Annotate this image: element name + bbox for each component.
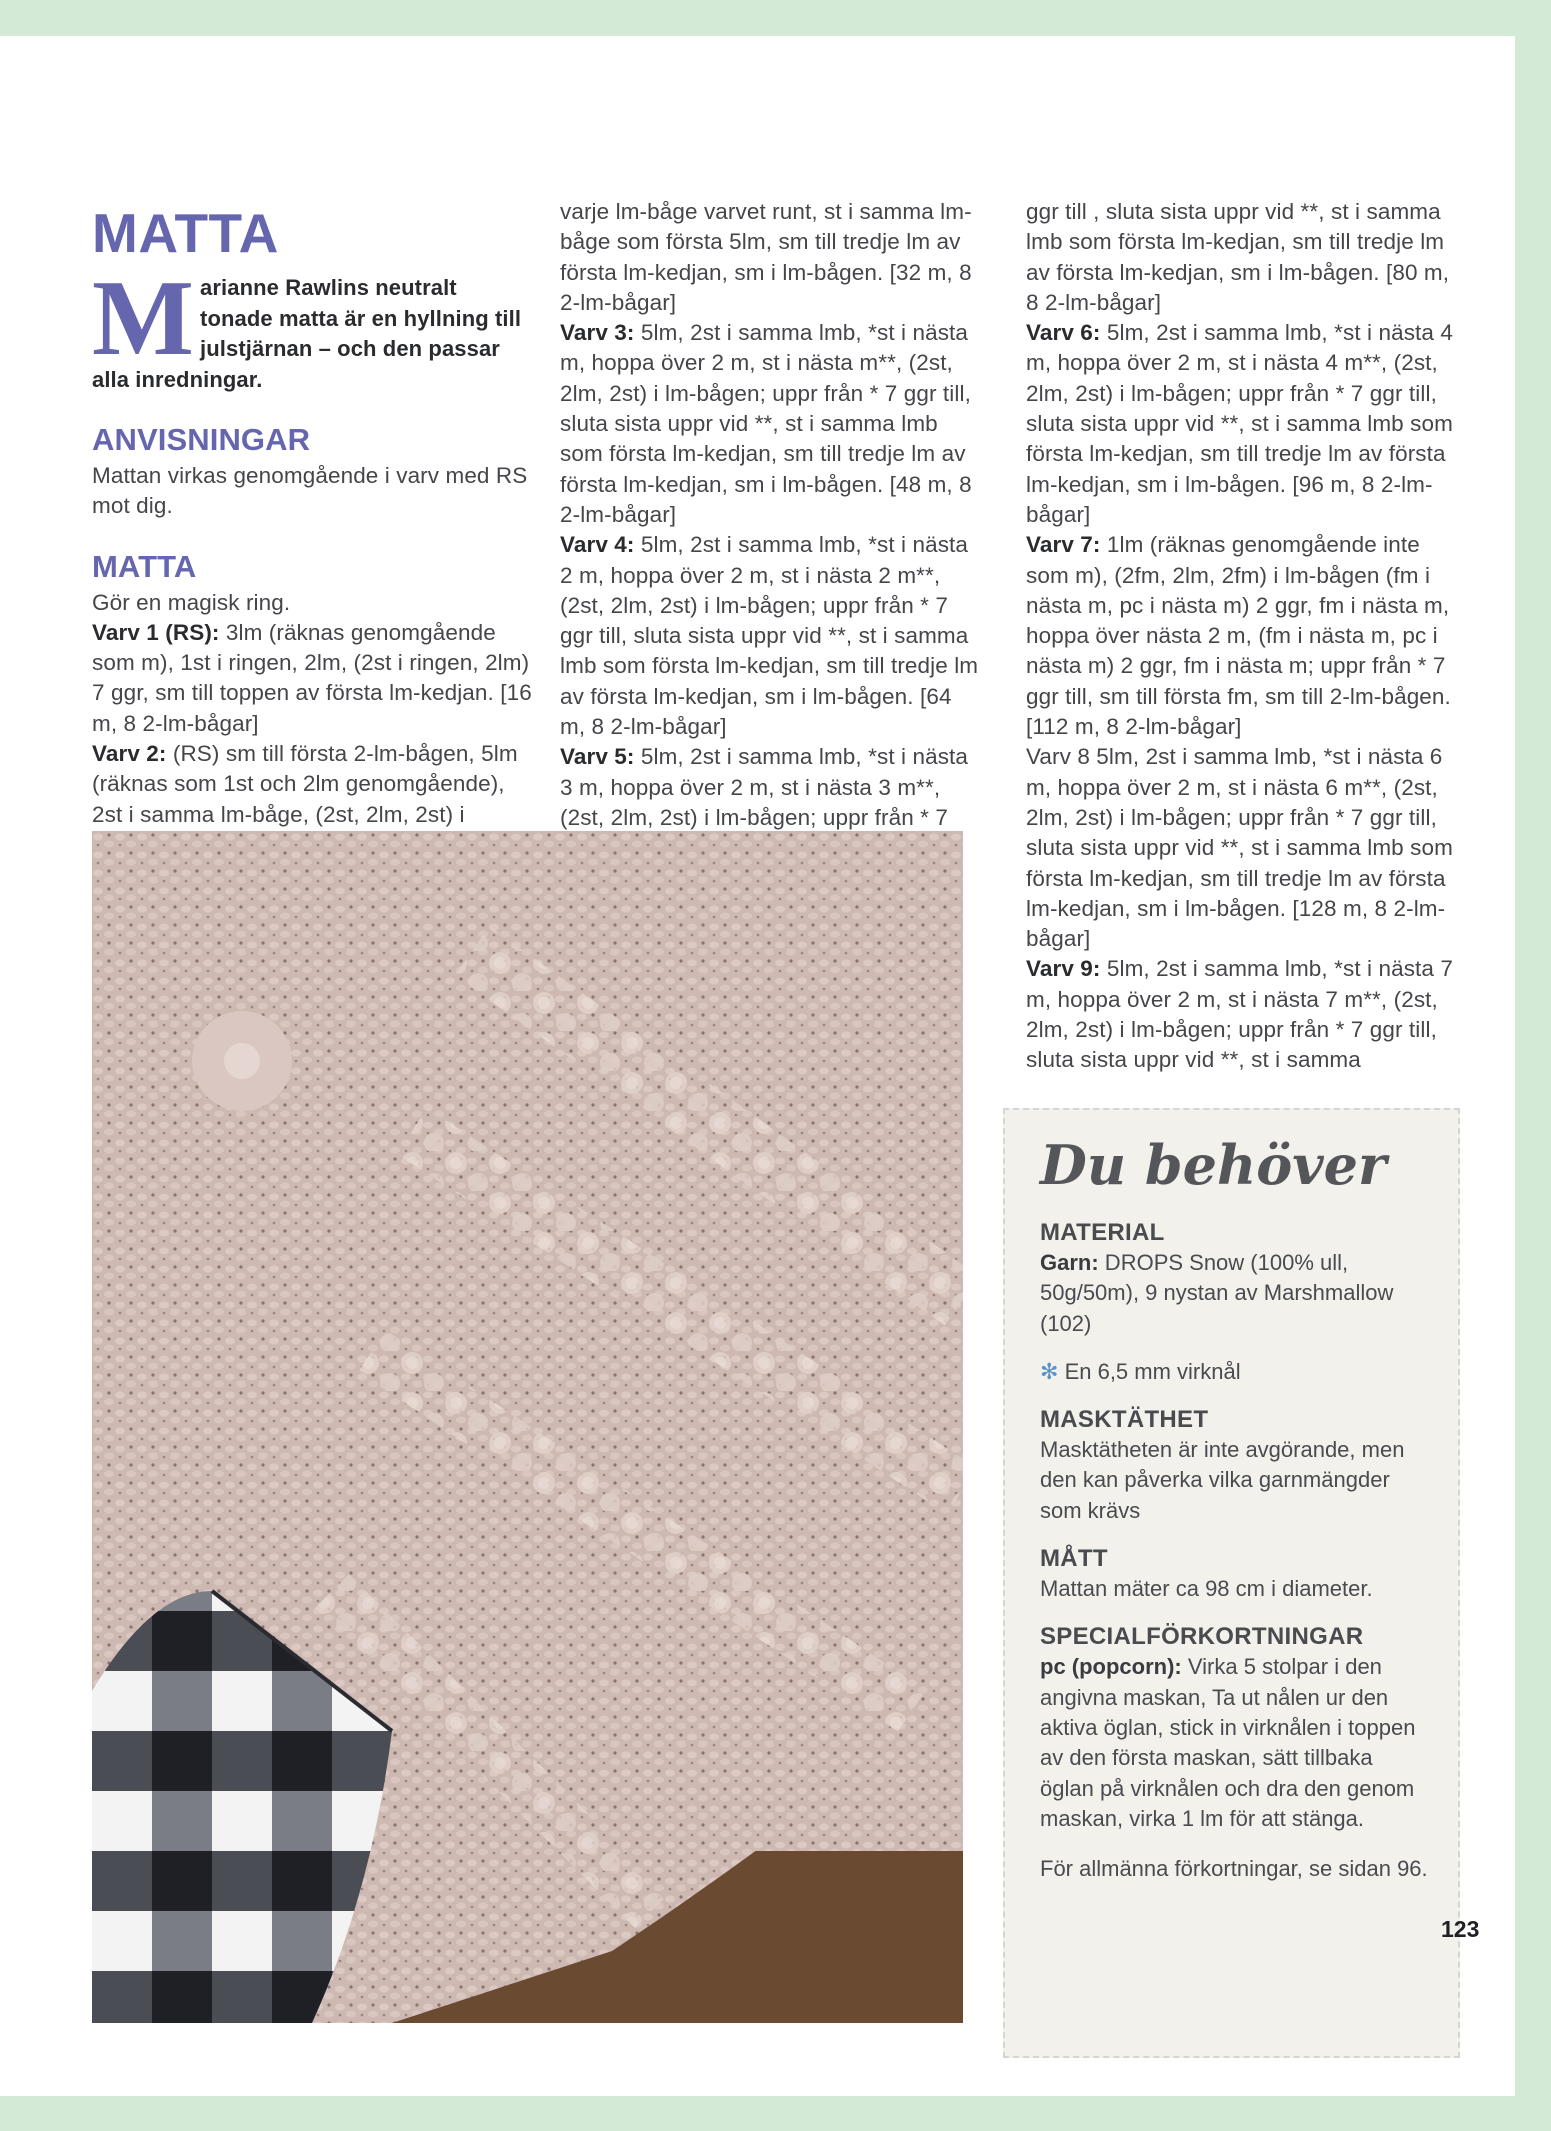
varv-3: [560, 318, 980, 530]
varv-6-text: 5lm, 2st i samma lmb, *st i nästa 4 m, hoppa över 2 m, st i nästa 4 m**, (2st, 2lm, 2st) i lm-bågen; uppr från * 7 ggr till, sluta sista uppr vid **, st i samma lmb som första lm-kedjan, sm till tredje lm av första lm-kedjan, sm i lm-bågen. [96 m, 8 2-lm-bågar]: [1026, 320, 1453, 527]
column-3: [1026, 197, 1466, 1076]
intro-text: arianne Rawlins neutralt tonade matta är en hyllning till julstjärnan – och den passar alla inredningar.: [92, 275, 522, 392]
snowflake-icon: ✻: [1040, 1358, 1059, 1384]
intro-paragraph: [92, 259, 532, 395]
pc-desc: Virka 5 stolpar i den angivna maskan, Ta ut nålen ur den aktiva öglan, stick in virknålen i toppen av den första maskan, sätt tillbaka öglan på virknålen och dra den genom maskan, virka 1 lm för att stänga.: [1040, 1654, 1416, 1831]
varv-4: [560, 530, 980, 742]
varv-2-label: Varv 2:: [92, 741, 167, 767]
varv-9-text: 5lm, 2st i samma lmb, *st i nästa 7 m, hoppa över 2 m, st i nästa 7 m**, (2st, 2lm, 2st) i lm-bågen; uppr från * 7 ggr till, sluta sista uppr vid **, st i samma: [1026, 956, 1453, 1073]
column-2: [560, 197, 980, 833]
masktathet-text: Masktätheten är inte avgörande, men den kan påverka vilka garnmängder som krävs: [1040, 1437, 1405, 1523]
garn-desc: DROPS Snow (100% ull, 50g/50m), 9 nystan av Marshmallow (102): [1040, 1250, 1394, 1336]
rug-illustration: [92, 831, 963, 2023]
page-number: 123: [1441, 1916, 1480, 1942]
heading-material: MATERIAL: [1040, 1219, 1165, 1246]
varv-8: Varv 8 5lm, 2st i samma lmb, *st i nästa 6 m, hoppa över 2 m, st i nästa 6 m**, (2st, 2lm, 2st) i lm-bågen; uppr från * 7 ggr till, sluta sista uppr vid **, st i samma lmb som första lm-kedjan, sm till tredje lm av första lm-kedjan, sm i lm-bågen. [128 m, 8 2-lm-bågar]: [1026, 744, 1453, 952]
varv-9: [1026, 954, 1466, 1075]
drop-cap: M: [92, 259, 195, 378]
heading-masktathet: MASKTÄTHET: [1040, 1406, 1209, 1434]
varv-5-continued: ggr till , sluta sista uppr vid **, st i samma lmb som första lm-kedjan, sm till tredje lm av första lm-kedjan, sm i lm-bågen. [80 m, 8 2-lm-bågar]: [1026, 199, 1450, 315]
needle-text: En 6,5 mm virknål: [1064, 1358, 1241, 1384]
pc-text: [1040, 1652, 1430, 1834]
column-1: [92, 163, 532, 830]
varv-1: [92, 618, 532, 739]
heading-special: SPECIALFÖRKORTNINGAR: [1040, 1623, 1364, 1651]
varv-6: [1026, 318, 1466, 530]
magic-ring-text: Gör en magisk ring.: [92, 589, 291, 615]
heading-matt: MÅTT: [1040, 1545, 1108, 1573]
page-title: MATTA: [92, 202, 279, 264]
varv-5: [560, 742, 980, 833]
varv-2: [92, 739, 532, 830]
varv-4-text: 5lm, 2st i samma lmb, *st i nästa 2 m, hoppa över 2 m, st i nästa 2 m**, (2st, 2lm, 2st) i lm-bågen; uppr från * 7 ggr till, sluta sista uppr vid **, st i samma lmb som första lm-kedjan, sm till tredje lm av första lm-kedjan, sm i lm-bågen. [64 m, 8 2-lm-bågar]: [560, 532, 979, 740]
varv-7-label: Varv 7:: [1026, 532, 1101, 558]
varv-4-label: Varv 4:: [560, 532, 635, 558]
rug-photo: [92, 831, 963, 2023]
varv-9-label: Varv 9:: [1026, 956, 1101, 982]
varv-1-label: Varv 1 (RS):: [92, 619, 220, 645]
matt-text: Mattan mäter ca 98 cm i diameter.: [1040, 1576, 1373, 1602]
heading-anvisningar: ANVISNINGAR: [92, 422, 311, 457]
varv-5-text: 5lm, 2st i samma lmb, *st i nästa 3 m, hoppa över 2 m, st i nästa 3 m**, (2st, 2lm, 2st) i lm-bågen; uppr från * 7: [560, 744, 969, 830]
varv-1-text: 3lm (räknas genomgående som m), 1st i ringen, 2lm, (2st i ringen, 2lm) 7 ggr, sm till toppen av första lm-kedjan. [16 m, 8 2-lm-bågar]: [92, 619, 532, 736]
magazine-page: [0, 36, 1515, 2096]
varv-7: [1026, 530, 1466, 742]
garn-text: [1040, 1248, 1430, 1339]
needle-line: [1040, 1357, 1430, 1387]
general-abbrev-text: För allmänna förkortningar, se sidan 96.: [1040, 1856, 1428, 1882]
varv-7-text: 1lm (räknas genomgående inte som m), (2fm, 2lm, 2fm) i lm-bågen (fm i nästa m, pc i nästa m) 2 ggr, fm i nästa m, hoppa över nästa 2 m, (fm i nästa m, pc i nästa m) 2 ggr, fm i nästa m; uppr från * 7 ggr till, sm till första fm, sm till 2-lm-bågen. [112 m, 8 2-lm-bågar]: [1026, 532, 1451, 740]
varv-5-label: Varv 5:: [560, 744, 635, 770]
varv-3-text: 5lm, 2st i samma lmb, *st i nästa m, hoppa över 2 m, st i nästa m**, (2st, 2lm, 2st) i lm-bågen; uppr från * 7 ggr till, sluta sista uppr vid **, st i samma lmb som första lm-kedjan, sm till tredje lm av första lm-kedjan, sm i lm-bågen. [48 m, 8 2-lm-bågar]: [560, 320, 972, 527]
anvisningar-text: Mattan virkas genomgående i varv med RS mot dig.: [92, 463, 528, 519]
materials-box: [1003, 1108, 1460, 2058]
garn-label: Garn:: [1040, 1250, 1099, 1275]
varv-3-label: Varv 3:: [560, 320, 635, 346]
heading-matta: MATTA: [92, 548, 197, 584]
box-title: Du behöver: [1040, 1133, 1387, 1197]
varv-2-continued: varje lm-båge varvet runt, st i samma lm-båge som första 5lm, sm till tredje lm av första lm-kedjan, sm i lm-bågen. [32 m, 8 2-lm-bågar]: [560, 199, 972, 315]
varv-2-text: (RS) sm till första 2-lm-bågen, 5lm (räknas som 1st och 2lm genomgående), 2st i samma lm-båge, (2st, 2lm, 2st) i: [92, 741, 518, 827]
varv-6-label: Varv 6:: [1026, 320, 1101, 346]
pc-label: pc (popcorn):: [1040, 1654, 1182, 1680]
